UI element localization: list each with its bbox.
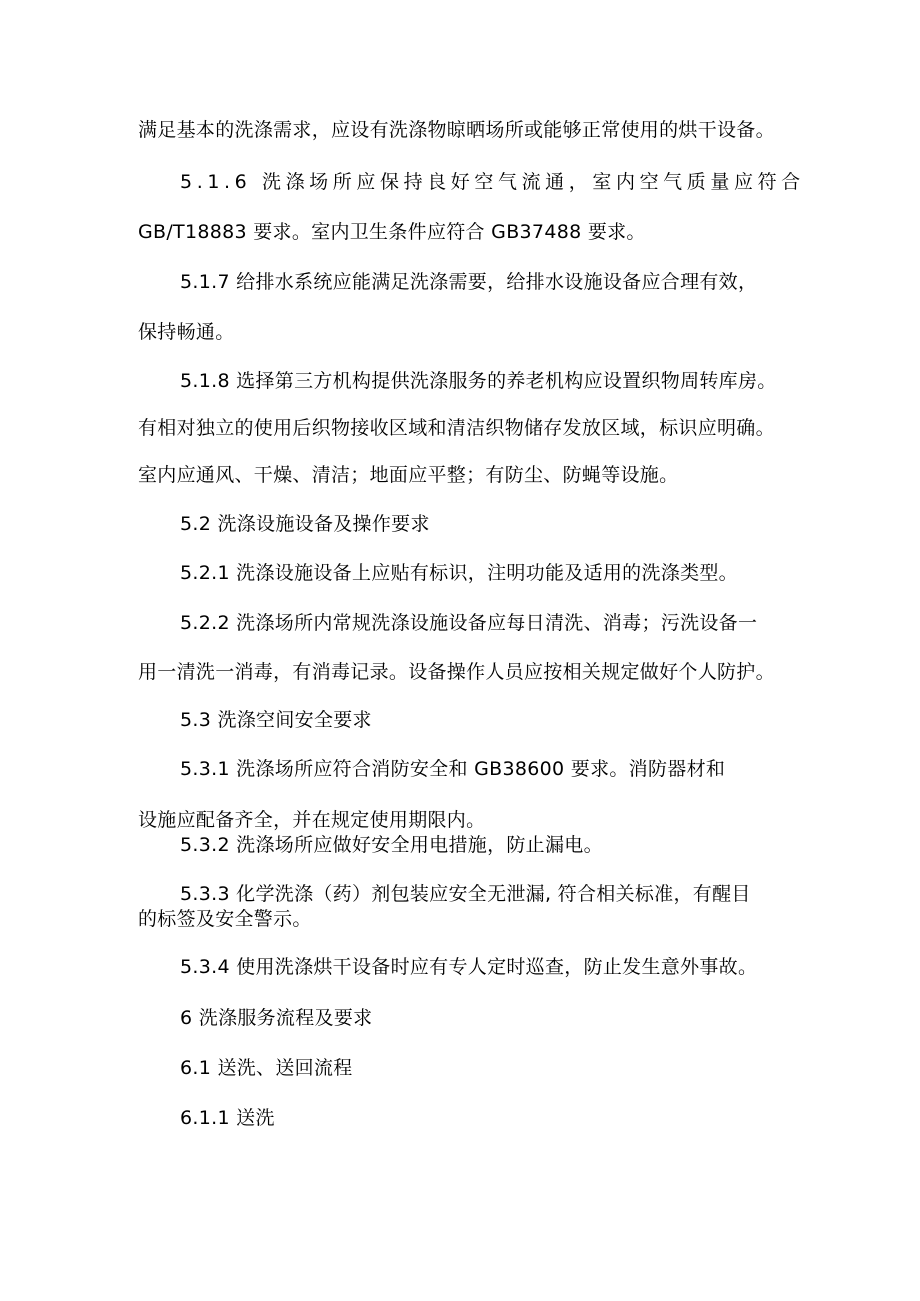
paragraph-line: 满足基本的洗涤需求，应设有洗涤物晾晒场所或能够正常使用的烘干设备。 xyxy=(138,119,775,141)
clause-5-3-2: 5.3.2 洗涤场所应做好安全用电措施，防止漏电。 xyxy=(180,834,603,856)
clause-5-2-1: 5.2.1 洗涤设施设备上应贴有标识，注明功能及适用的洗涤类型。 xyxy=(180,562,738,584)
clause-5-1-7: 5.1.7 给排水系统应能满足洗涤需要，给排水设施设备应合理有效， xyxy=(180,271,758,293)
section-heading-6: 6 洗涤服务流程及要求 xyxy=(180,1007,373,1029)
paragraph-line: 用一清洗一消毒，有消毒记录。设备操作人员应按相关规定做好个人防护。 xyxy=(138,661,775,683)
clause-5-2-2: 5.2.2 洗涤场所内常规洗涤设施设备应每日清洗、消毒；污洗设备一 xyxy=(180,612,758,634)
clause-5-3-3: 5.3.3 化学洗涤（药）剂包装应安全无泄漏, 符合相关标准，有醒目 xyxy=(180,883,751,905)
clause-6-1-1: 6.1.1 送洗 xyxy=(180,1107,275,1129)
clause-5-1-6: 5.1.6 洗涤场所应保持良好空气流通，室内空气质量应符合 xyxy=(180,171,805,193)
paragraph-line: 室内应通风、干燥、清洁；地面应平整；有防尘、防蝇等设施。 xyxy=(138,464,679,486)
paragraph-line: 设施应配备齐全，并在规定使用期限内。 xyxy=(138,809,486,831)
section-heading-6-1: 6.1 送洗、送回流程 xyxy=(180,1057,353,1079)
paragraph-line: 保持畅通。 xyxy=(138,321,235,343)
paragraph-line: 的标签及安全警示。 xyxy=(138,908,312,930)
clause-5-3-4: 5.3.4 使用洗涤烘干设备时应有专人定时巡查，防止发生意外事故。 xyxy=(180,956,758,978)
clause-5-1-8: 5.1.8 选择第三方机构提供洗涤服务的养老机构应设置织物周转库房。 xyxy=(180,370,777,392)
paragraph-line: 有相对独立的使用后织物接收区域和清洁织物储存发放区域，标识应明确。 xyxy=(138,417,775,439)
paragraph-line: GB/T18883 要求。室内卫生条件应符合 GB37488 要求。 xyxy=(138,221,646,243)
section-heading-5-3: 5.3 洗涤空间安全要求 xyxy=(180,709,372,731)
clause-5-3-1: 5.3.1 洗涤场所应符合消防安全和 GB38600 要求。消防器材和 xyxy=(180,758,726,780)
section-heading-5-2: 5.2 洗涤设施设备及操作要求 xyxy=(180,513,430,535)
